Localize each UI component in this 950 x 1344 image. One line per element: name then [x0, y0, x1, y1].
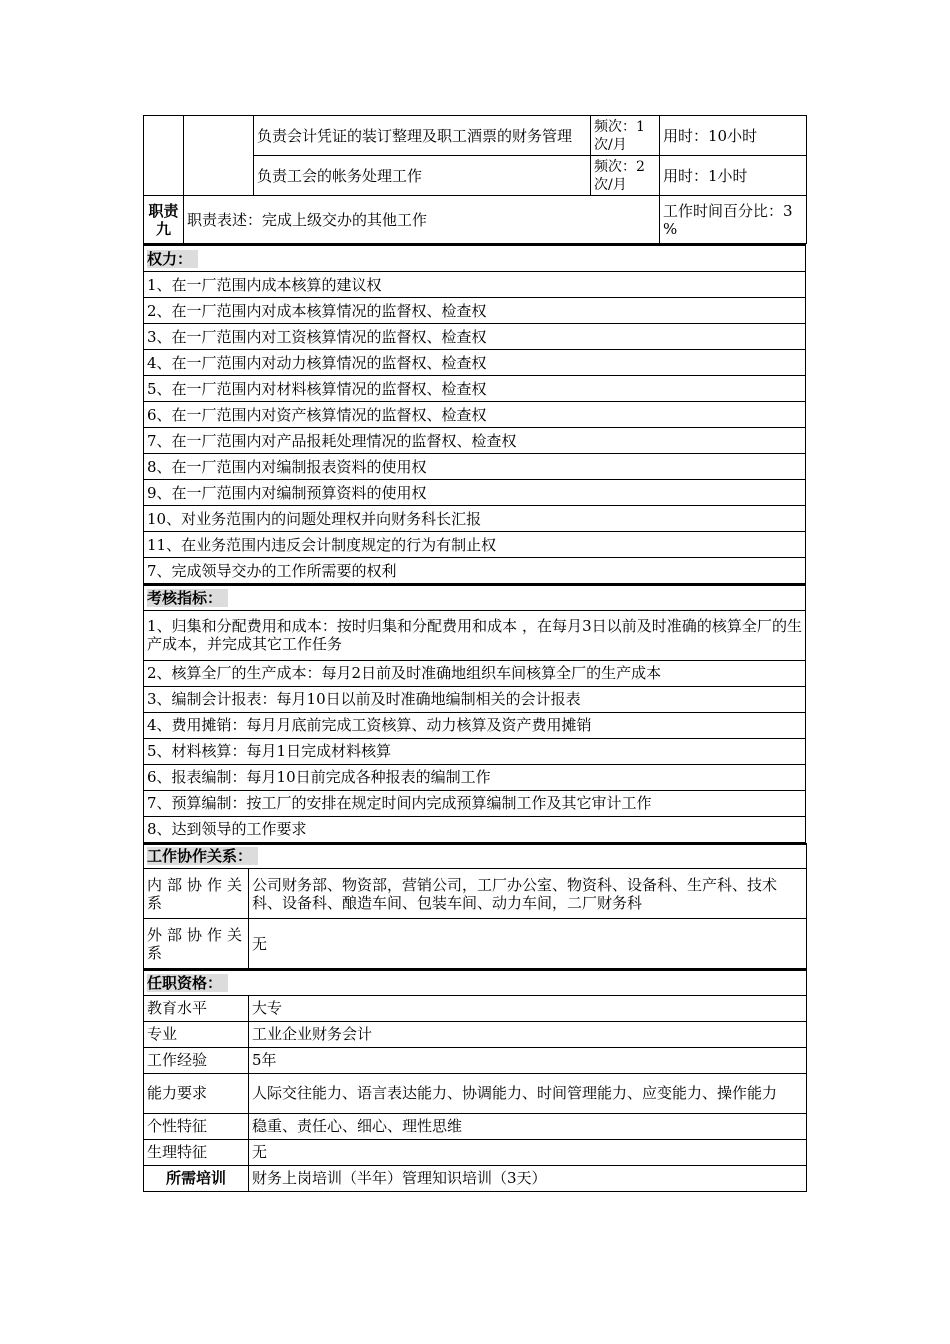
powers-title: 权力： [147, 250, 198, 268]
task-cell: 负责工会的帐务处理工作 [254, 156, 591, 196]
kpi-item: 4、费用摊销：每月月底前完成工资核算、动力核算及资产费用摊销 [144, 712, 806, 738]
relations-table [143, 843, 807, 970]
power-item: 11、在业务范围内违反会计制度规定的行为有制止权 [144, 532, 806, 558]
frequency-cell: 频次：1次/月 [591, 116, 660, 156]
task-cell: 负责会计凭证的装订整理及职工酒票的财务管理 [254, 116, 591, 156]
qualifications-title: 任职资格： [147, 974, 228, 992]
qualification-value: 5年 [249, 1047, 807, 1073]
qualification-value: 稳重、责任心、细心、理性思维 [249, 1113, 807, 1139]
power-item: 10、对业务范围内的问题处理权并向财务科长汇报 [144, 506, 806, 532]
qualification-value: 大专 [249, 995, 807, 1021]
kpi-item: 7、预算编制：按工厂的安排在规定时间内完成预算编制工作及其它审计工作 [144, 790, 806, 816]
qualification-label: 能力要求 [144, 1073, 249, 1113]
kpi-item: 1、归集和分配费用和成本：按时归集和分配费用和成本 ，在每月3日以前及时准确的核算全厂的生产成本，并完成其它工作任务 [144, 610, 806, 660]
duty-nine-percentage: 工作时间百分比：3 % [660, 196, 807, 244]
kpi-item: 6、报表编制：每月10日前完成各种报表的编制工作 [144, 764, 806, 790]
qualifications-table [143, 969, 807, 1192]
kpi-item: 5、材料核算：每月1日完成材料核算 [144, 738, 806, 764]
power-item: 6、在一厂范围内对资产核算情况的监督权、检查权 [144, 402, 806, 428]
kpi-item: 2、核算全厂的生产成本：每月2日前及时准确地组织车间核算全厂的生产成本 [144, 660, 806, 686]
qualification-label: 个性特征 [144, 1113, 249, 1139]
qualification-value: 人际交往能力、语言表达能力、协调能力、时间管理能力、应变能力、操作能力 [249, 1073, 807, 1113]
duty-nine-description: 职责表述：完成上级交办的其他工作 [184, 196, 660, 244]
power-item: 2、在一厂范围内对成本核算情况的监督权、检查权 [144, 298, 806, 324]
power-item: 9、在一厂范围内对编制预算资料的使用权 [144, 480, 806, 506]
power-item: 7、在一厂范围内对产品报耗处理情况的监督权、检查权 [144, 428, 806, 454]
kpi-title: 考核指标： [147, 589, 228, 607]
powers-table [143, 244, 806, 584]
frequency-cell: 频次：2次/月 [591, 156, 660, 196]
duty-label-cell [144, 116, 184, 196]
qualification-label: 生理特征 [144, 1139, 249, 1165]
internal-relations-label: 内部协作关系 [144, 869, 249, 919]
qualification-value: 无 [249, 1139, 807, 1165]
time-cell: 用时：10小时 [660, 116, 807, 156]
qualification-label: 工作经验 [144, 1047, 249, 1073]
duty-nine-label: 职责九 [144, 196, 184, 244]
power-item: 4、在一厂范围内对动力核算情况的监督权、检查权 [144, 350, 806, 376]
external-relations-value: 无 [249, 919, 807, 969]
power-item: 5、在一厂范围内对材料核算情况的监督权、检查权 [144, 376, 806, 402]
power-item: 7、完成领导交办的工作所需要的权利 [144, 558, 806, 584]
power-item: 8、在一厂范围内对编制报表资料的使用权 [144, 454, 806, 480]
power-item: 3、在一厂范围内对工资核算情况的监督权、检查权 [144, 324, 806, 350]
relations-title: 工作协作关系： [147, 847, 258, 865]
internal-relations-value: 公司财务部、物资部，营销公司，工厂办公室、物资科、设备科、生产科、技术科、设备科、酿造车间、包装车间、动力车间，二厂财务科 [249, 869, 807, 919]
training-value: 财务上岗培训（半年）管理知识培训（3天） [249, 1165, 807, 1191]
duties-table [143, 115, 807, 244]
kpi-item: 8、达到领导的工作要求 [144, 816, 806, 842]
kpi-table [143, 584, 806, 843]
qualification-label: 专业 [144, 1021, 249, 1047]
time-cell: 用时：1小时 [660, 156, 807, 196]
training-label: 所需培训 [144, 1165, 249, 1191]
duty-desc-cell [184, 116, 254, 196]
kpi-item: 3、编制会计报表：每月10日以前及时准确地编制相关的会计报表 [144, 686, 806, 712]
external-relations-label: 外部协作关系 [144, 919, 249, 969]
power-item: 1、在一厂范围内成本核算的建议权 [144, 272, 806, 298]
qualification-label: 教育水平 [144, 995, 249, 1021]
qualification-value: 工业企业财务会计 [249, 1021, 807, 1047]
job-description-document [143, 115, 806, 1192]
